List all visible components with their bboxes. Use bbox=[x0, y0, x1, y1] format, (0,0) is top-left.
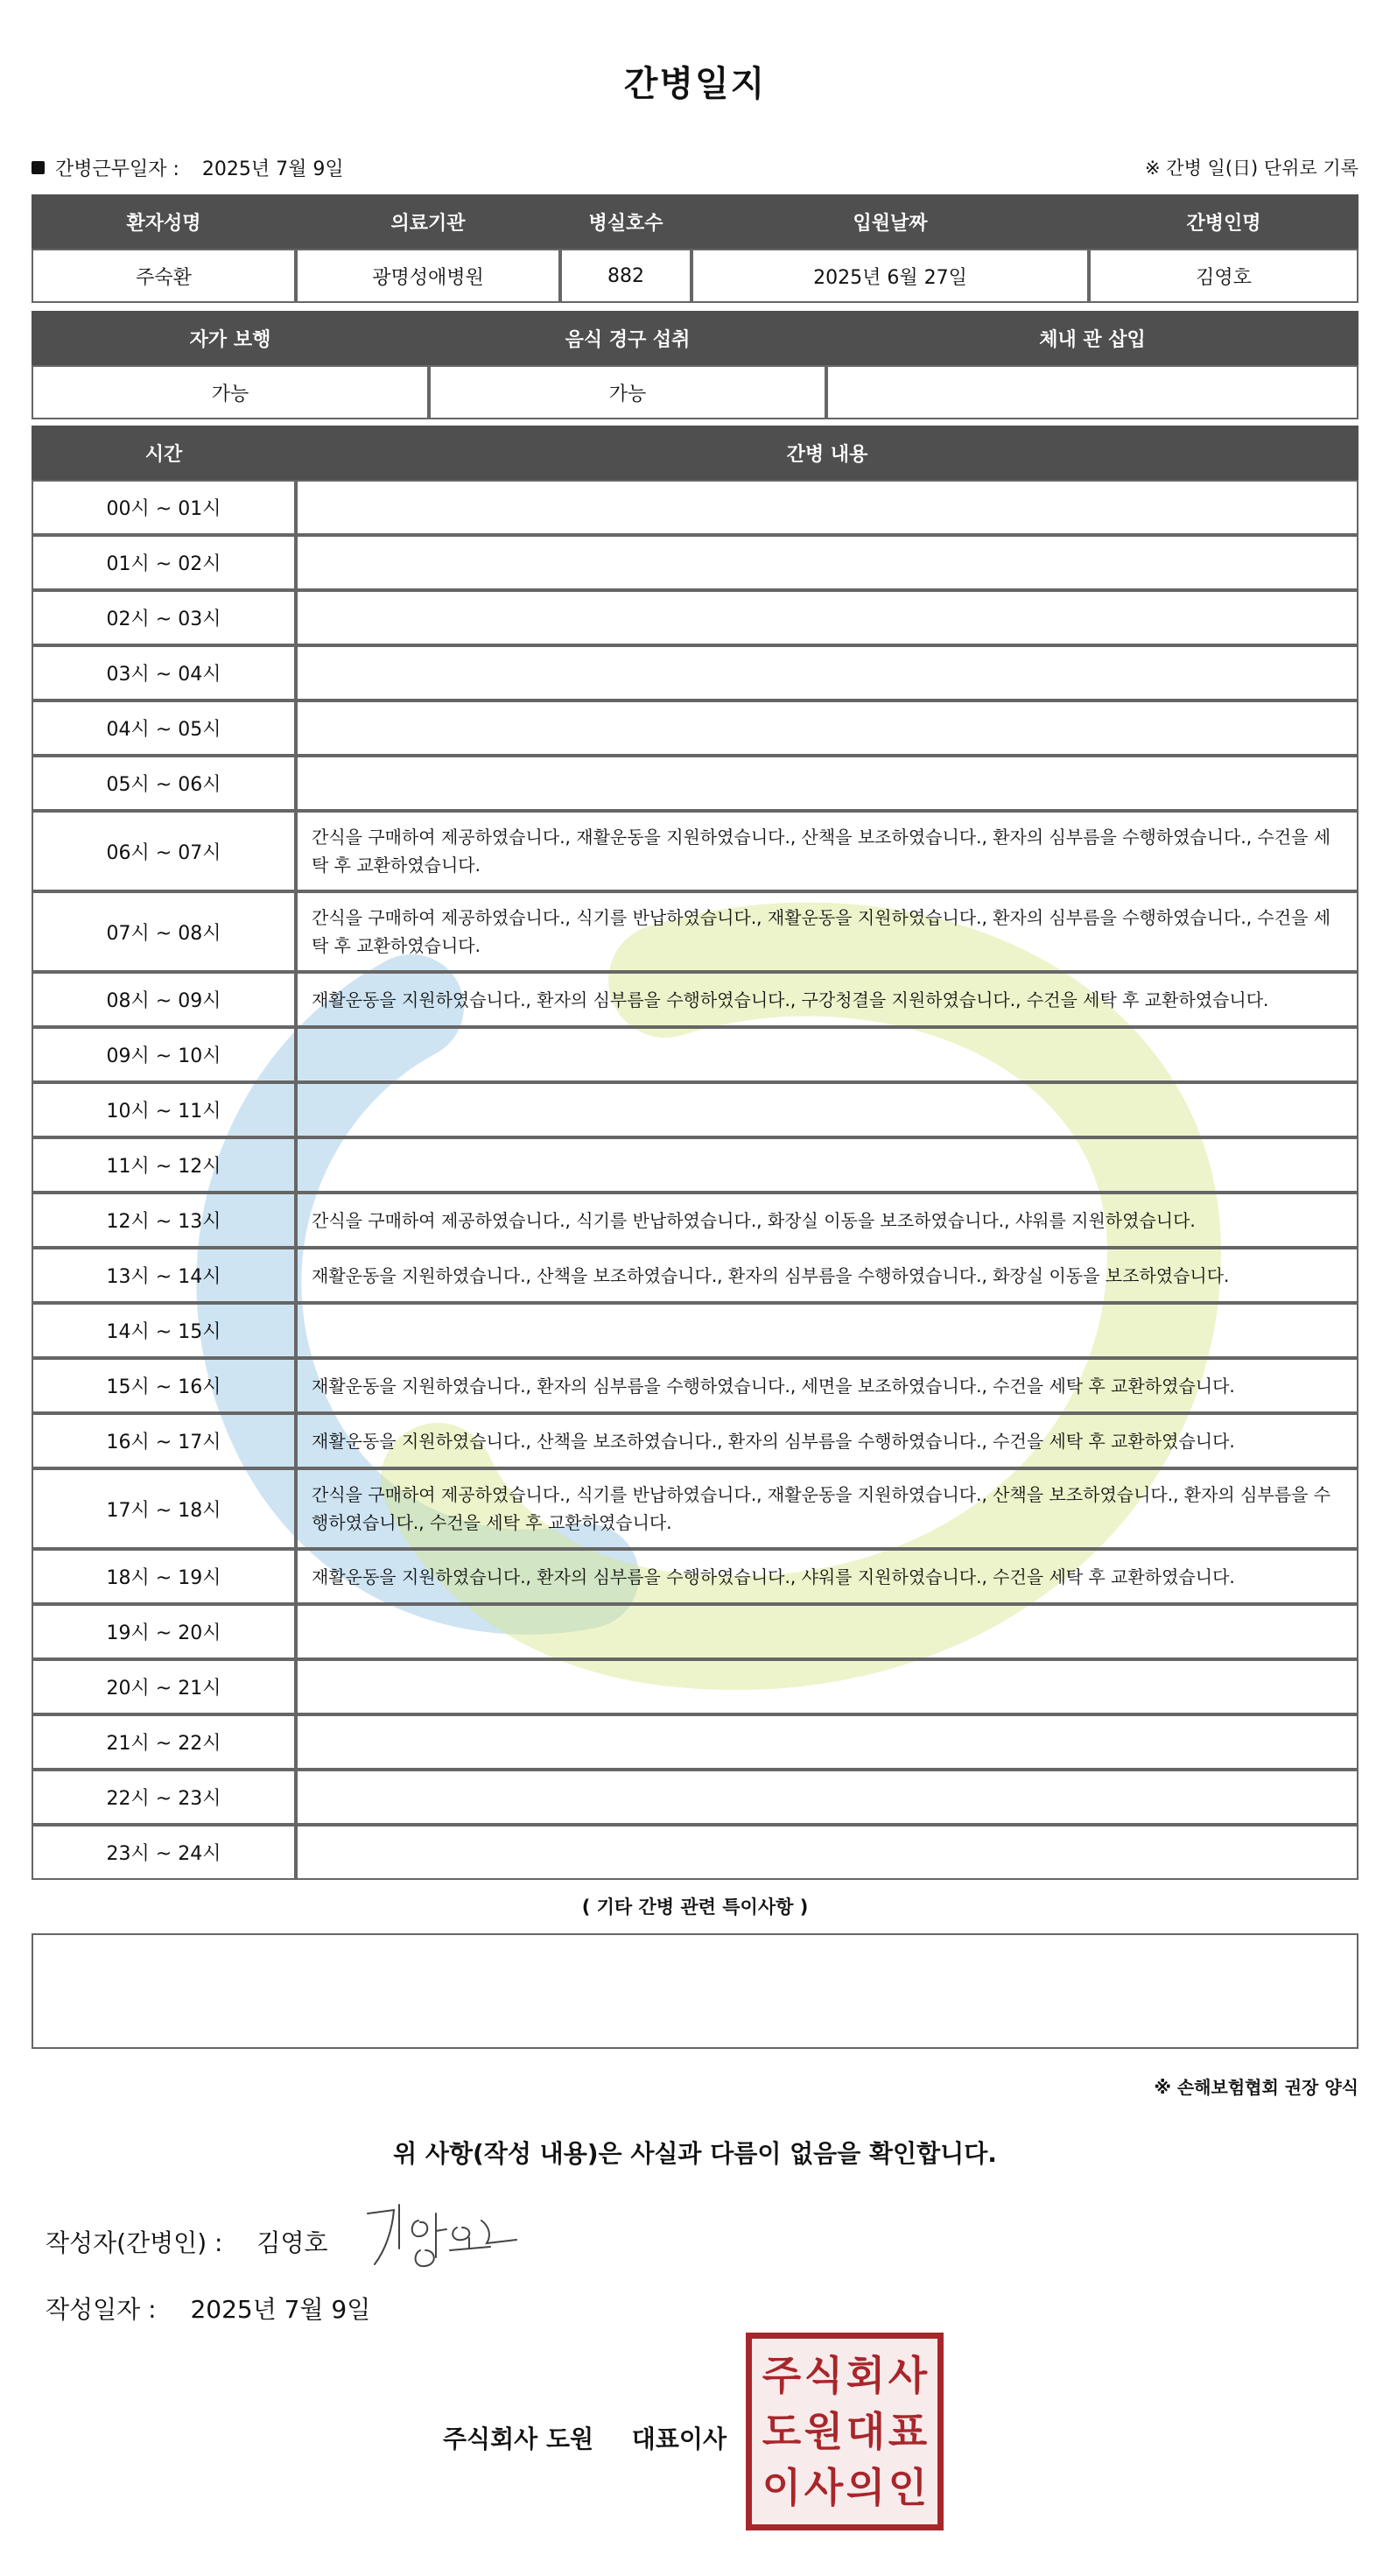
time-slot: 14시 ~ 15시 bbox=[32, 1303, 296, 1358]
care-content: 재활운동을 지원하였습니다., 환자의 심부름을 수행하였습니다., 구강청결을 지원하였습니다., 수건을 세탁 후 교환하였습니다. bbox=[296, 972, 1358, 1027]
table-row bbox=[32, 590, 1358, 645]
table-row bbox=[32, 1714, 1358, 1770]
unit-note: ※ 간병 일(日) 단위로 기록 bbox=[1145, 158, 1358, 179]
seal-char: 원 bbox=[804, 2408, 844, 2455]
special-notes-box bbox=[32, 1933, 1358, 2049]
care-content: 재활운동을 지원하였습니다., 산책을 보조하였습니다., 환자의 심부름을 수행하였습니다., 수건을 세탁 후 교환하였습니다. bbox=[296, 1413, 1358, 1468]
care-content bbox=[296, 1659, 1358, 1714]
header-care-content: 간병 내용 bbox=[296, 426, 1358, 480]
time-slot: 21시 ~ 22시 bbox=[32, 1714, 296, 1770]
care-content bbox=[296, 645, 1358, 700]
work-date bbox=[32, 154, 344, 181]
header-room: 병실호수 bbox=[560, 194, 691, 249]
seal-char: 의 bbox=[846, 2464, 886, 2511]
written-date-label: 작성일자 : bbox=[46, 2295, 157, 2324]
seal-char: 사 bbox=[804, 2464, 844, 2511]
header-self-walking: 자가 보행 bbox=[32, 311, 429, 365]
table-row bbox=[32, 1248, 1358, 1303]
company-seal-stamp bbox=[746, 2333, 944, 2530]
header-caregiver: 간병인명 bbox=[1089, 194, 1358, 249]
table-row bbox=[32, 811, 1358, 891]
care-content bbox=[296, 700, 1358, 756]
time-slot: 22시 ~ 23시 bbox=[32, 1770, 296, 1825]
form-recommendation-note: ※ 손해보험협회 권장 양식 bbox=[1154, 2077, 1358, 2098]
time-slot: 01시 ~ 02시 bbox=[32, 535, 296, 590]
seal-char: 주 bbox=[762, 2352, 802, 2399]
table-row bbox=[32, 1358, 1358, 1413]
self-walking-value: 가능 bbox=[32, 365, 429, 419]
work-date-label: 간병근무일자 : bbox=[55, 158, 179, 180]
writer-name: 김영호 bbox=[256, 2228, 328, 2257]
care-content: 간식을 구매하여 제공하였습니다., 재활운동을 지원하였습니다., 산책을 보조하였습니다., 환자의 심부름을 수행하였습니다., 수건을 세탁 후 교환하였습니다. bbox=[296, 811, 1358, 891]
time-slot: 09시 ~ 10시 bbox=[32, 1027, 296, 1082]
care-content bbox=[296, 590, 1358, 645]
table-row bbox=[32, 1413, 1358, 1468]
seal-char: 인 bbox=[888, 2464, 928, 2511]
care-content bbox=[296, 1604, 1358, 1659]
time-slot: 07시 ~ 08시 bbox=[32, 891, 296, 972]
bullet-square-icon bbox=[32, 161, 45, 174]
seal-char: 회 bbox=[846, 2352, 886, 2399]
patient-name: 주숙환 bbox=[32, 249, 296, 303]
care-content: 간식을 구매하여 제공하였습니다., 식기를 반납하였습니다., 화장실 이동을 보조하였습니다., 샤워를 지원하였습니다. bbox=[296, 1193, 1358, 1248]
patient-status-table bbox=[32, 311, 1358, 419]
table-row bbox=[32, 756, 1358, 811]
oral-intake-value: 가능 bbox=[429, 365, 826, 419]
caregiver-name: 김영호 bbox=[1089, 249, 1358, 303]
confirmation-statement: 위 사항(작성 내용)은 사실과 다름이 없음을 확인합니다. bbox=[393, 2139, 997, 2168]
handwritten-signature bbox=[359, 2196, 525, 2275]
time-slot: 17시 ~ 18시 bbox=[32, 1468, 296, 1549]
table-row bbox=[32, 700, 1358, 756]
patient-info-table bbox=[32, 194, 1358, 303]
table-row bbox=[32, 645, 1358, 700]
table-row bbox=[32, 1027, 1358, 1082]
care-content bbox=[296, 480, 1358, 535]
writer-label: 작성자(간병인) : bbox=[46, 2228, 223, 2257]
seal-char: 표 bbox=[888, 2408, 928, 2455]
table-row bbox=[32, 1303, 1358, 1358]
table-row bbox=[32, 1825, 1358, 1880]
care-content: 간식을 구매하여 제공하였습니다., 식기를 반납하였습니다., 재활운동을 지원하였습니다., 환자의 심부름을 수행하였습니다., 수건을 세탁 후 교환하였습니다. bbox=[296, 891, 1358, 972]
care-content bbox=[296, 535, 1358, 590]
care-content: 재활운동을 지원하였습니다., 산책을 보조하였습니다., 환자의 심부름을 수행하였습니다., 화장실 이동을 보조하였습니다. bbox=[296, 1248, 1358, 1303]
time-slot: 18시 ~ 19시 bbox=[32, 1549, 296, 1604]
admission-date: 2025년 6월 27일 bbox=[691, 249, 1089, 303]
care-content bbox=[296, 1082, 1358, 1137]
seal-char: 도 bbox=[762, 2408, 802, 2455]
time-slot: 06시 ~ 07시 bbox=[32, 811, 296, 891]
seal-char: 사 bbox=[888, 2352, 928, 2399]
time-slot: 08시 ~ 09시 bbox=[32, 972, 296, 1027]
header-time: 시간 bbox=[32, 426, 296, 480]
header-hospital: 의료기관 bbox=[296, 194, 560, 249]
header-admission-date: 입원날짜 bbox=[691, 194, 1089, 249]
special-notes-title: ( 기타 간병 관련 특이사항 ) bbox=[581, 1897, 809, 1918]
care-content bbox=[296, 1027, 1358, 1082]
time-slot: 05시 ~ 06시 bbox=[32, 756, 296, 811]
company-name: 주식회사 도원 bbox=[443, 2425, 594, 2453]
time-slot: 00시 ~ 01시 bbox=[32, 480, 296, 535]
time-slot: 15시 ~ 16시 bbox=[32, 1358, 296, 1413]
time-slot: 12시 ~ 13시 bbox=[32, 1193, 296, 1248]
seal-char: 식 bbox=[804, 2352, 844, 2399]
work-date-value: 2025년 7월 9일 bbox=[201, 158, 344, 180]
seal-char: 대 bbox=[846, 2408, 886, 2455]
header-oral-intake: 음식 경구 섭취 bbox=[429, 311, 826, 365]
table-row bbox=[32, 1193, 1358, 1248]
header-tube-insertion: 체내 관 삽입 bbox=[826, 311, 1358, 365]
header-patient-name: 환자성명 bbox=[32, 194, 296, 249]
care-log-table bbox=[32, 426, 1358, 1880]
company-line bbox=[443, 2420, 727, 2455]
table-row bbox=[32, 1137, 1358, 1193]
time-slot: 03시 ~ 04시 bbox=[32, 645, 296, 700]
table-row bbox=[32, 891, 1358, 972]
time-slot: 23시 ~ 24시 bbox=[32, 1825, 296, 1880]
table-row bbox=[32, 535, 1358, 590]
care-content bbox=[296, 1137, 1358, 1193]
table-row bbox=[32, 972, 1358, 1027]
tube-insertion-value bbox=[826, 365, 1358, 419]
table-row bbox=[32, 1770, 1358, 1825]
writer-line bbox=[46, 2224, 328, 2259]
care-content: 재활운동을 지원하였습니다., 환자의 심부름을 수행하였습니다., 세면을 보조하였습니다., 수건을 세탁 후 교환하였습니다. bbox=[296, 1358, 1358, 1413]
time-slot: 02시 ~ 03시 bbox=[32, 590, 296, 645]
table-row bbox=[32, 1468, 1358, 1549]
care-content bbox=[296, 756, 1358, 811]
care-content bbox=[296, 1303, 1358, 1358]
care-content bbox=[296, 1714, 1358, 1770]
representative-title: 대표이사 bbox=[631, 2425, 727, 2453]
time-slot: 10시 ~ 11시 bbox=[32, 1082, 296, 1137]
table-row bbox=[32, 1082, 1358, 1137]
time-slot: 16시 ~ 17시 bbox=[32, 1413, 296, 1468]
time-slot: 19시 ~ 20시 bbox=[32, 1604, 296, 1659]
written-date-line bbox=[46, 2291, 370, 2326]
care-content bbox=[296, 1770, 1358, 1825]
care-content: 재활운동을 지원하였습니다., 환자의 심부름을 수행하였습니다., 샤워를 지원하였습니다., 수건을 세탁 후 교환하였습니다. bbox=[296, 1549, 1358, 1604]
time-slot: 13시 ~ 14시 bbox=[32, 1248, 296, 1303]
care-content: 간식을 구매하여 제공하였습니다., 식기를 반납하였습니다., 재활운동을 지원하였습니다., 산책을 보조하였습니다., 환자의 심부름을 수행하였습니다., 수건을 세탁 후 교환하였습니다. bbox=[296, 1468, 1358, 1549]
table-row bbox=[32, 1604, 1358, 1659]
time-slot: 11시 ~ 12시 bbox=[32, 1137, 296, 1193]
care-content bbox=[296, 1825, 1358, 1880]
written-date-value: 2025년 7월 9일 bbox=[190, 2295, 371, 2324]
table-row bbox=[32, 480, 1358, 535]
page-title: 간병일지 bbox=[623, 64, 767, 104]
time-slot: 04시 ~ 05시 bbox=[32, 700, 296, 756]
room-number: 882 bbox=[560, 249, 691, 303]
seal-char: 이 bbox=[762, 2464, 802, 2511]
time-slot: 20시 ~ 21시 bbox=[32, 1659, 296, 1714]
table-row bbox=[32, 1549, 1358, 1604]
hospital-name: 광명성애병원 bbox=[296, 249, 560, 303]
table-row bbox=[32, 1659, 1358, 1714]
